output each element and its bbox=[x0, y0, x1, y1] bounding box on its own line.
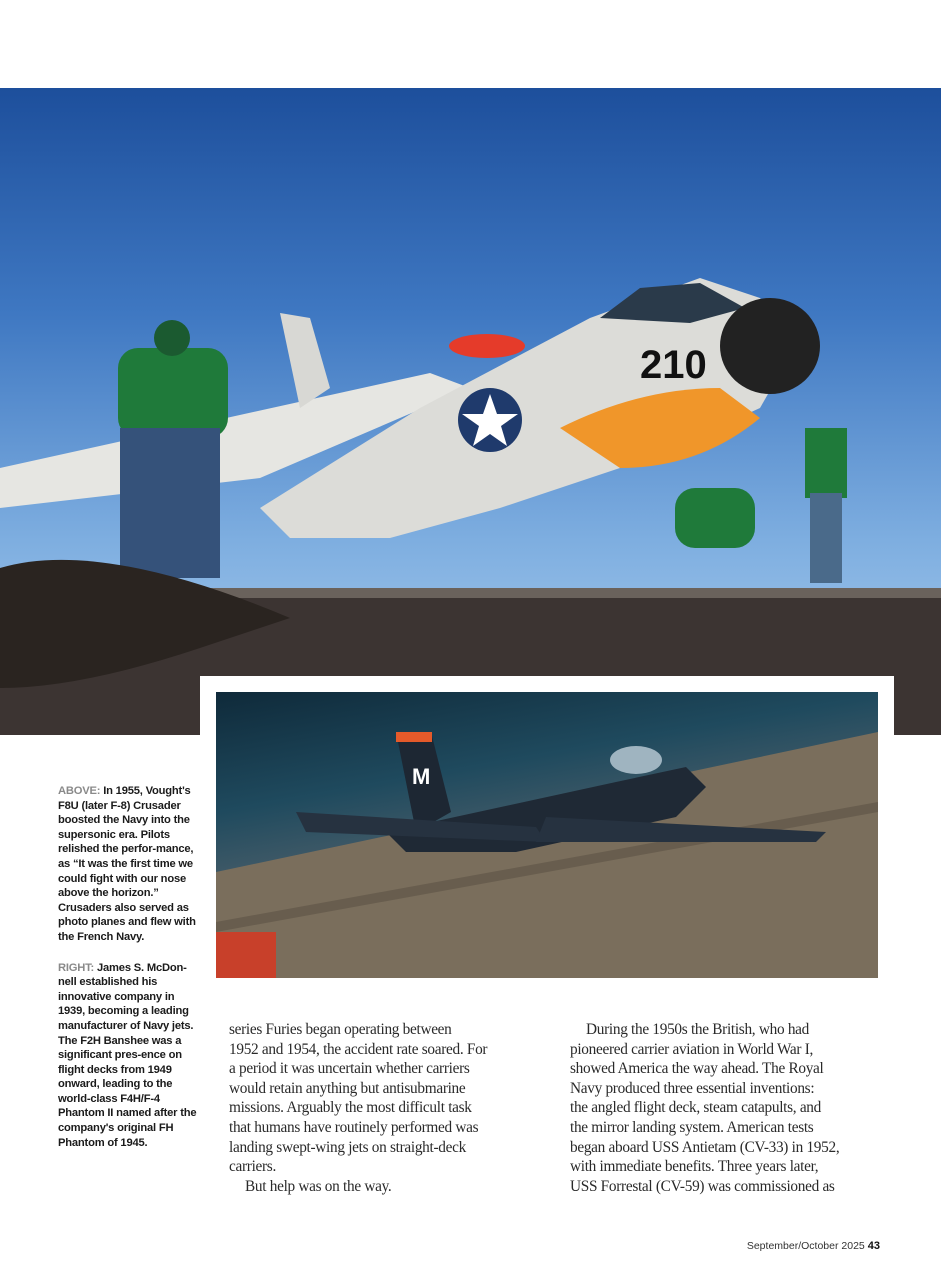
caption-above bbox=[58, 784, 204, 945]
aircraft-number: 210 bbox=[640, 343, 707, 387]
body-column-left bbox=[229, 1020, 487, 1196]
issue-date: September/October 2025 bbox=[746, 1240, 865, 1252]
crusader-photo bbox=[0, 88, 941, 735]
body-line: landing swept-wing jets on straight-deck bbox=[229, 1138, 466, 1156]
body-line: 1952 and 1954, the accident rate soared. For bbox=[229, 1040, 488, 1058]
body-line: During the 1950s the British, who had bbox=[586, 1021, 810, 1038]
banshee-photo bbox=[216, 692, 878, 978]
body-line: that humans have routinely performed was bbox=[229, 1118, 479, 1136]
body-line: carriers. bbox=[229, 1158, 276, 1176]
body-line: the angled flight deck, steam catapults, and bbox=[570, 1099, 822, 1117]
body-line: began aboard USS Antietam (CV-33) in 1952, bbox=[570, 1138, 840, 1156]
caption-text: James S. McDon-nell established his innovative company in 1939, becoming a leading manufacturer of Navy jets. The F2H Banshee was a significant pres-ence on flight decks from 1949 onward, leading to the world-class F4H/F-4 Phantom II named after the company's original FH Phantom of 1945. bbox=[58, 961, 197, 1149]
body-line: Navy produced three essential inventions: bbox=[570, 1079, 815, 1097]
body-line: But help was on the way. bbox=[245, 1177, 392, 1195]
body-column-right bbox=[570, 1020, 839, 1196]
body-line: would retain anything but antisubmarine bbox=[229, 1079, 466, 1097]
caption-lead: RIGHT: bbox=[58, 961, 95, 974]
body-line: missions. Arguably the most difficult task bbox=[229, 1099, 472, 1117]
body-line: a period it was uncertain whether carriers bbox=[229, 1060, 470, 1078]
photo-captions bbox=[58, 784, 204, 1166]
tail-letter: M bbox=[412, 764, 431, 789]
caption-right bbox=[58, 961, 204, 1151]
body-line: showed America the way ahead. The Royal bbox=[570, 1060, 824, 1078]
body-line: series Furies began operating between bbox=[229, 1021, 452, 1038]
page-number: 43 bbox=[867, 1240, 880, 1252]
body-line: pioneered carrier aviation in World War I, bbox=[570, 1040, 814, 1058]
body-line: with immediate benefits. Three years later, bbox=[570, 1158, 819, 1176]
body-line: USS Forrestal (CV-59) was commissioned as bbox=[570, 1177, 835, 1195]
page-footer bbox=[747, 1240, 880, 1252]
caption-lead: ABOVE: bbox=[58, 785, 101, 797]
caption-text: In 1955, Vought's F8U (later F-8) Crusader boosted the Navy into the supersonic era. Pilots relished the perfor-mance, as “It was the first time we could fight with our nose above the horizon.” Crusaders also served as photo planes and flew with the French Navy. bbox=[58, 785, 196, 943]
body-line: the mirror landing system. American tests bbox=[570, 1118, 814, 1136]
